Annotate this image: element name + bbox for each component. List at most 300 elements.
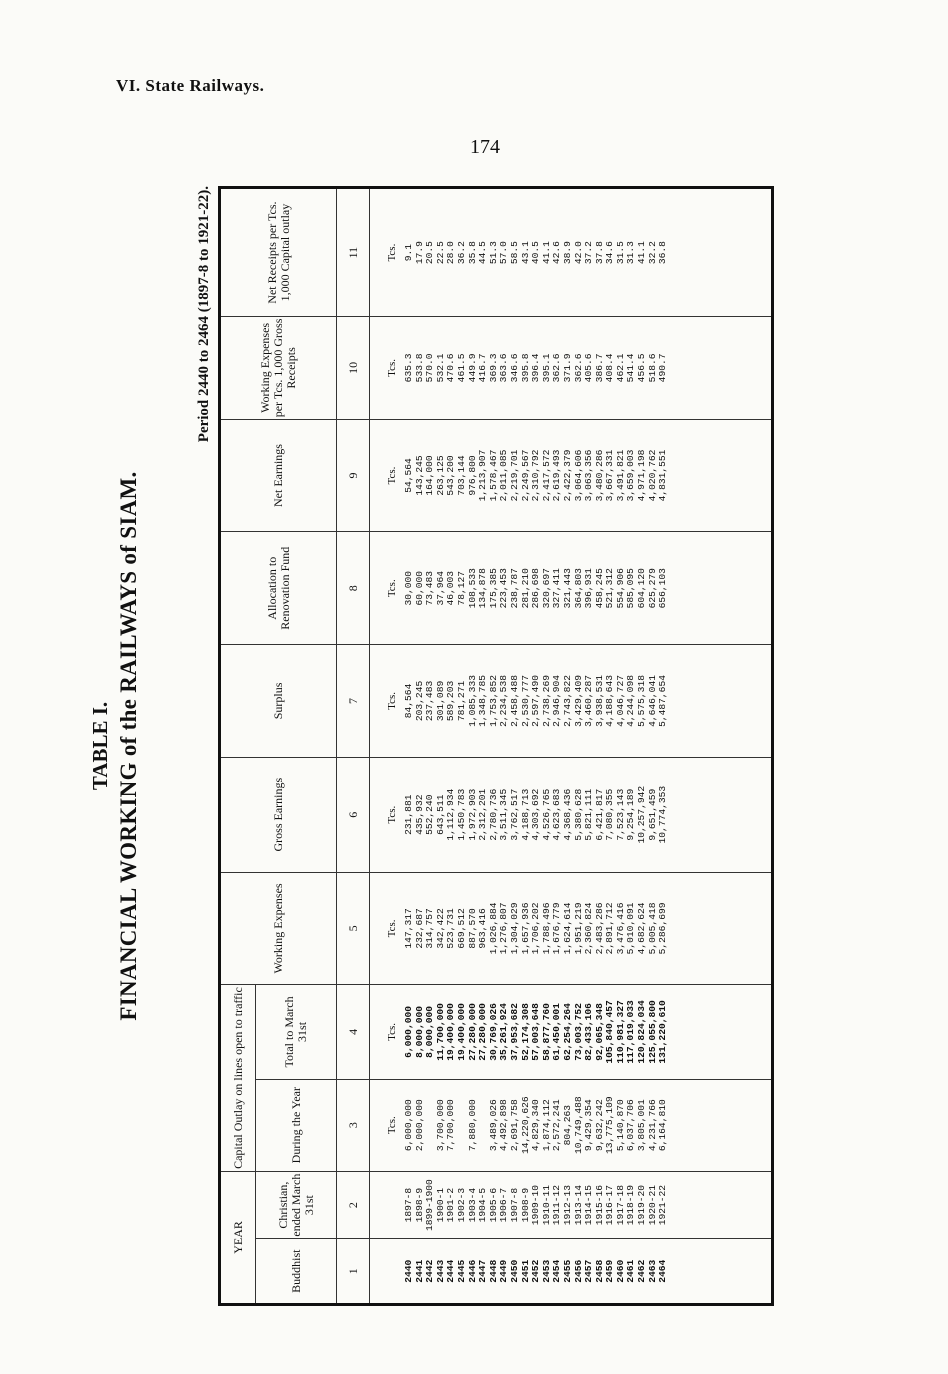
table-cell: 1908-9 [519,1187,531,1223]
table-cell: 42.0 [572,241,584,265]
col-christian-values [398,1171,749,1239]
table-cell: 105,840,457 [604,1000,616,1064]
table-cell: 20.5 [424,241,436,265]
column-number: 10 [337,317,370,419]
table-cell: 2446 [466,1259,478,1283]
table-cell: 84,564 [403,683,414,719]
table-cell: 4,046,727 [614,675,626,727]
table-cell: 362.6 [572,353,584,383]
table-cell: 22.5 [434,241,446,265]
table-cell: 1,213,907 [477,449,489,502]
table-cell: 1903-4 [466,1187,478,1223]
col-during-values [398,1079,749,1171]
table-cell: 363.6 [498,353,510,383]
table-cell: 31.5 [614,241,626,265]
table-cell: 1906-7 [498,1187,510,1223]
table-cell: 2450 [508,1259,520,1283]
table-cell: 2455 [561,1259,573,1283]
table-cell: 669,512 [455,908,467,949]
table-cell: 3,476,416 [614,902,626,955]
unit-label: Tcs. [370,419,399,532]
table-cell: 2460 [614,1259,626,1283]
table-cell: 60,000 [413,570,425,606]
table-cell: 10,774,353 [657,785,669,844]
table-cell: 1,348,785 [477,675,489,727]
table-cell: 263,125 [434,455,446,496]
table-cell: 27,280,000 [466,1003,478,1061]
table-cell: 1,951,219 [572,902,584,955]
table-cell: 57,003,648 [530,1003,542,1061]
table-cell: 976,800 [466,455,478,496]
col-working-values [398,872,749,985]
table-cell: 2,458,488 [508,675,520,727]
unit-label: Tcs. [370,757,399,872]
table-cell: 963,416 [477,908,489,949]
table-cell: 2452 [530,1259,542,1283]
table-cell: 703,144 [455,455,467,496]
table-cell: 408.4 [604,353,616,383]
table-cell: 3,064,606 [572,449,584,502]
table-cell: 635.3 [403,353,414,383]
table-cell: 1,874,112 [540,1099,552,1152]
table-cell: 1904-5 [477,1187,489,1223]
unit-label: Tcs. [370,532,399,645]
table-cell: 27,280,000 [477,1003,489,1061]
table-cell: 7,523,143 [614,788,626,841]
table-footer-space [749,188,773,1305]
table-cell: 36.2 [455,241,467,265]
table-cell: 125,055,800 [646,1000,658,1064]
table-cell: 58,877,760 [540,1003,552,1061]
table-cell: 2463 [646,1259,658,1283]
table-cell: 41.1 [540,241,552,265]
column-number: 8 [337,532,370,645]
table-cell: 1,026,884 [487,902,499,955]
table-cell: 521,312 [604,568,616,609]
table-cell: 1,753,852 [487,675,499,727]
capital-outlay-header: Capital Outlay on lines open to traffic [220,985,256,1172]
table-cell: 395.8 [519,353,531,383]
table-cell: 40.5 [530,241,542,265]
table-cell: 1,578,467 [487,449,499,502]
section-heading: VI. State Railways. [116,76,265,95]
column-number: 2 [337,1171,370,1239]
table-cell: 10,257,942 [636,785,648,844]
table-cell: 6,000,000 [403,1099,414,1152]
table-cell: 73,483 [424,570,436,606]
table-cell: 6,421,817 [593,788,605,841]
table-cell: 2453 [540,1259,552,1283]
table-cell: 92,065,348 [593,1003,605,1061]
table-cell: 110,981,327 [614,1000,626,1064]
table-cell: 2,780,736 [487,788,499,841]
table-cell: 2441 [413,1259,425,1283]
table-cell: 5,380,628 [572,788,584,841]
table-cell: 2,743,822 [561,675,573,727]
table-cell: 82,433,106 [583,1003,595,1061]
table-cell: 54,564 [403,458,414,493]
table-cell: 143,245 [413,455,425,496]
working-expenses-header: Working Expenses [220,872,337,985]
table-cell: 73,003,752 [572,1003,584,1061]
table-cell: 342,422 [434,908,446,949]
table-cell: 461.5 [455,353,467,383]
table-cell: 43.1 [519,241,531,265]
table-cell: 36.8 [657,241,669,265]
table-cell: 231,881 [403,794,414,835]
table-cell: 396.4 [530,353,542,383]
table-cell: 2440 [403,1259,414,1283]
table-cell: 19,400,000 [445,1003,457,1061]
table-cell: 4,829,340 [530,1099,542,1152]
table-cell: 2,946,904 [551,675,563,727]
table-cell: 5,821,111 [583,788,595,841]
table-cell: 1897-8 [403,1187,414,1223]
table-cell: 4,623,683 [551,788,563,841]
col-allocation-values [398,532,749,645]
column-number: 5 [337,872,370,985]
table-cell: 5,140,870 [614,1099,626,1152]
table-cell: 57.0 [498,241,510,265]
table-cell: 78,127 [455,570,467,606]
table-cell: 1,450,783 [455,788,467,841]
column-number-row [337,188,370,1305]
table-cell: 4,368,436 [561,788,573,841]
table-cell: 364,803 [572,568,584,609]
table-cell: 31.3 [625,241,637,265]
page-number: 174 [470,136,500,158]
table-cell: 2449 [498,1259,510,1283]
table-cell: 2,360,824 [583,902,595,955]
table-cell: 1899-1900 [424,1179,436,1232]
table-cell: 1,085,333 [466,675,478,727]
table-cell: 52,174,308 [519,1003,531,1061]
table-cell: 4,020,762 [646,449,658,502]
table-cell: 4,492,898 [498,1099,510,1152]
table-cell: 41.1 [636,241,648,265]
table-cell: 1,788,496 [540,902,552,955]
unit-label [370,1171,399,1239]
table-cell: 449.9 [466,353,478,383]
table-cell: 5,575,318 [636,675,648,727]
allocation-header: Allocation to Renovation Fund [220,532,337,645]
table-cell: 405.6 [583,353,595,383]
unit-label: Tcs. [370,645,399,758]
table-cell: 1,972,903 [466,788,478,841]
net-receipts-per-1000-header: Net Receipts per Tcs. 1,000 Capital outlay [220,188,337,317]
table-cell: 320,697 [540,568,552,609]
table-cell: 3,489,026 [487,1099,499,1152]
table-cell: 7,880,000 [466,1099,478,1152]
table-cell: 14,220,626 [519,1096,531,1154]
table-cell: 4,303,692 [530,788,542,841]
table-cell: 2457 [583,1259,595,1283]
column-number: 7 [337,645,370,758]
table-cell: 470.6 [445,353,457,383]
table-cell: 781,271 [455,680,467,722]
table-cell: 11,700,000 [434,1003,446,1061]
table-cell: 371.9 [561,353,573,383]
table-cell: 3,429,409 [572,675,584,727]
table-cell: 2454 [551,1259,563,1283]
table-cell: 2442 [424,1259,436,1283]
table-cell: 62,254,264 [561,1003,573,1061]
table-cell: 1901-2 [445,1187,457,1223]
table-cell: 5,005,418 [646,902,658,955]
col-net-values [398,419,749,532]
table-cell: 396,931 [583,568,595,609]
table-cell: 5,487,654 [657,675,669,727]
table-cell: 28.0 [445,241,457,265]
column-number: 1 [337,1239,370,1305]
during-year-header: During the Year [256,1079,337,1171]
unit-label: Tcs. [370,985,399,1079]
column-number: 4 [337,985,370,1079]
table-cell: 8,000,000 [424,1006,436,1058]
table-cell: 570.0 [424,353,436,383]
table-cell: 30,000 [403,570,414,606]
table-cell: 656,103 [657,568,669,609]
table-cell: 2,000,000 [413,1099,425,1152]
table-cell: 3,063,356 [583,449,595,502]
table-cell: 1910-11 [540,1184,552,1226]
table-cell: 4,244,098 [625,675,637,727]
table-cell: 1,706,202 [530,902,542,955]
gross-earnings-header: Gross Earnings [220,757,337,872]
table-cell: 117,019,033 [625,1000,637,1064]
table-cell: 2,011,085 [498,449,510,502]
working-per-1000-header: Working Expenses per Tcs. 1,000 Gross Receipts [220,317,337,419]
table-cell: 13,775,109 [604,1096,616,1154]
table-cell: 1902-3 [455,1187,467,1223]
table-cell: 3,491,821 [614,449,626,502]
table-cell: 4,188,643 [604,675,616,727]
table-cell: 4,188,713 [519,788,531,841]
table-cell: 1,304,029 [508,902,520,955]
christian-header: Christian, ended March 31st [256,1171,337,1239]
unit-label [370,1239,399,1305]
table-cell: 4,231,766 [646,1099,658,1152]
table-cell: 6,037,706 [625,1099,637,1152]
table-cell: 2,691,758 [508,1099,520,1152]
table-cell: 552,240 [424,794,436,835]
table-cell: 2,219,701 [508,449,520,502]
table-cell: 2,572,241 [551,1099,563,1152]
table-cell: 458,245 [593,568,605,609]
table-cell: 4,646,041 [646,675,658,727]
table-cell: 281,210 [519,568,531,609]
table-cell: 1916-17 [604,1184,616,1226]
table-cell: 2459 [604,1259,616,1283]
table-cell: 51.3 [487,241,499,265]
table-cell: 286,698 [530,568,542,609]
table-cell: 369.3 [487,353,499,383]
table-cell: 1918-19 [625,1184,637,1226]
table-cell: 175,385 [487,568,499,609]
table-cell: 2,483,286 [593,902,605,955]
table-cell: 1912-13 [561,1184,573,1226]
table-cell: 37,953,682 [508,1003,520,1061]
table-cell: 9.1 [403,243,414,262]
table-cell: 2461 [625,1259,637,1283]
table-cell: 108,533 [466,568,478,609]
table-cell: 3,659,003 [625,449,637,502]
table-cell: 58.5 [508,241,520,265]
year-header: YEAR [220,1171,256,1304]
table-cell: 804,263 [561,1105,573,1146]
table-cell: 1907-8 [508,1187,520,1223]
table-cell: 9,429,354 [583,1099,595,1152]
table-cell: 7,080,355 [604,788,616,841]
table-cell: 9,651,459 [646,788,658,841]
table-cell: 1900-1 [434,1187,446,1223]
table-cell: 4,971,198 [636,449,648,502]
table-cell: 321,443 [561,568,573,609]
table-cell: 134,878 [477,568,489,609]
table-cell: 2,312,201 [477,788,489,841]
table-cell: 2,310,792 [530,449,542,502]
table-cell: 42.6 [551,241,563,265]
table-cell: 6,000,000 [403,1006,414,1058]
table-cell: 37.8 [593,241,605,265]
table-cell: 2,891,712 [604,902,616,955]
table-cell: 301,089 [434,680,446,722]
table-number: TABLE I. [88,701,112,791]
table-cell: 46,003 [445,570,457,606]
col-surplus-values [398,645,749,758]
rotated-table-page [74,186,874,1306]
column-number: 3 [337,1079,370,1171]
table-cell: 2445 [455,1259,467,1283]
table-cell: 8,000,000 [413,1006,425,1058]
table-cell: 5,010,091 [625,902,637,955]
unit-label: Tcs. [370,872,399,985]
table-cell: 3,460,287 [583,675,595,727]
table-cell: 1914-15 [583,1184,595,1226]
table-cell: 2,738,269 [540,675,552,727]
table-cell: 61,450,001 [551,1003,563,1061]
table-cell: 1,676,779 [551,902,563,955]
table-cell: 1919-20 [636,1184,648,1226]
table-cell: 2447 [477,1259,489,1283]
table-cell: 887,570 [466,908,478,949]
table-cell: 346.6 [508,353,520,383]
table-cell: 541.4 [625,353,637,383]
table-cell: 3,805,001 [636,1099,648,1152]
net-earnings-header: Net Earnings [220,419,337,532]
table-cell: 147,317 [403,908,414,949]
table-cell: 2444 [445,1259,457,1283]
table-cell: 456.5 [636,353,648,383]
period-label: Period 2440 to 2464 (1897-8 to 1921-22). [196,186,212,443]
table-cell: 34.6 [604,241,616,265]
table-cell: 1,276,807 [498,902,510,955]
unit-label: Tcs. [370,317,399,419]
table-cell: 1,657,936 [519,902,531,955]
table-cell: 327,411 [551,568,563,609]
table-cell: 416.7 [477,353,489,383]
table-cell: 238,787 [508,568,520,609]
col-netrec-values [398,188,749,317]
table-cell: 37,964 [434,570,446,606]
table-cell: 10,749,488 [572,1096,584,1154]
table-cell: 237,483 [424,680,436,722]
table-cell: 6,164,810 [657,1099,669,1152]
table-cell: 2,417,572 [540,449,552,502]
table-cell: 19,400,000 [455,1003,467,1061]
table-cell: 625,279 [646,568,658,609]
table-cell: 2448 [487,1259,499,1283]
table-cell: 1,112,934 [445,788,457,841]
table-cell: 462.1 [614,353,626,383]
table-cell: 643,511 [434,794,446,835]
col-total-values [398,985,749,1079]
column-number: 11 [337,188,370,317]
table-cell: 523,731 [445,908,457,949]
table-cell: 386.7 [593,353,605,383]
table-cell [457,1080,468,1171]
table-cell: 395.1 [540,353,552,383]
table-cell: 3,700,000 [434,1099,446,1152]
table-cell: 2451 [519,1259,531,1283]
table-cell: 1915-16 [593,1184,605,1226]
table-cell: 17.9 [413,241,425,265]
unit-label: Tcs. [370,188,399,317]
table-cell: 1913-14 [572,1184,584,1226]
table-cell: 120,824,034 [636,1000,648,1064]
table-cell: 2458 [593,1259,605,1283]
table-cell: 2,597,490 [530,675,542,727]
table-cell: 35,261,924 [498,1003,510,1061]
table-cell: 533.8 [413,353,425,383]
table-cell: 314,757 [424,908,436,949]
table-cell: 589,203 [445,680,457,722]
table-cell: 5,286,699 [657,902,669,955]
table-cell: 554,906 [614,568,626,609]
table-cell: 1920-21 [646,1184,658,1226]
financial-table [218,186,774,1306]
table-cell: 30,769,026 [487,1003,499,1061]
table-cell: 1909-10 [530,1184,542,1226]
table-cell: 9,632,242 [593,1099,605,1152]
table-cell: 2,234,538 [498,675,510,727]
table-cell: 164,000 [424,455,436,496]
data-body [398,188,749,1305]
surplus-header: Surplus [220,645,337,758]
table-cell: 3,667,331 [604,449,616,502]
table-cell: 2443 [434,1259,446,1283]
table-cell: 4,831,551 [657,449,669,502]
table-cell: 3,511,345 [498,788,510,841]
table-cell: 4,526,765 [540,788,552,841]
table-cell: 3,938,531 [593,675,605,727]
table-cell: 37.2 [583,241,595,265]
unit-label: Tcs. [370,1079,399,1171]
table-cell: 518.6 [646,353,658,383]
total-header: Total to March 31st [256,985,337,1079]
table-cell: 1917-18 [614,1184,626,1226]
table-cell: 223,453 [498,568,510,609]
table-cell: 3,762,517 [508,788,520,841]
column-number: 9 [337,419,370,532]
table-cell: 32.2 [646,241,658,265]
table-cell: 1905-6 [487,1187,499,1223]
table-cell: 4,682,624 [636,902,648,955]
table-cell: 532.1 [434,353,446,383]
table-cell: 2,619,493 [551,449,563,502]
units-row [370,188,399,1305]
table-cell: 232,687 [413,908,425,949]
